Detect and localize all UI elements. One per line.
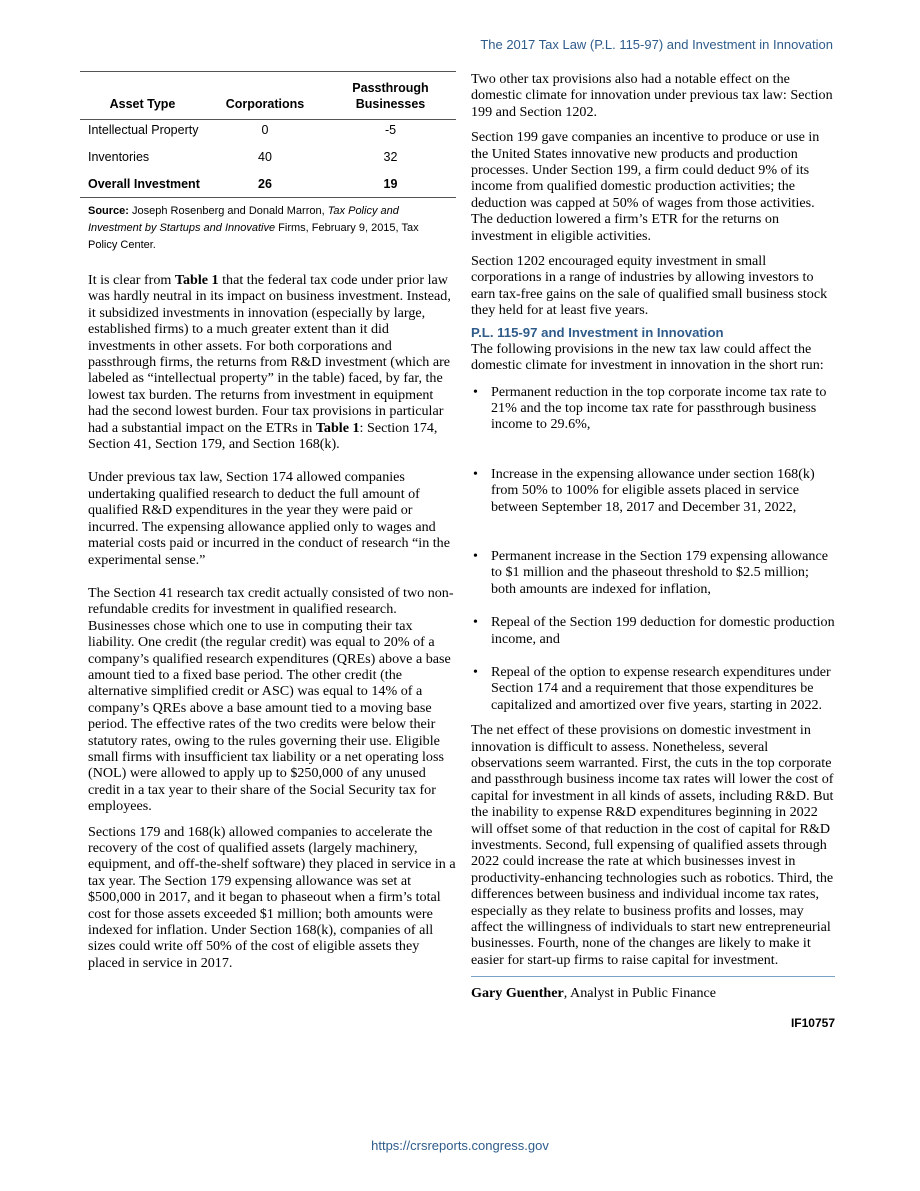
cell-passthrough: 19 — [383, 177, 398, 191]
paragraph-section-1202: Section 1202 encouraged equity investment in small corporations in a range of industries by allowing investors to earn tax-free gains on the sale of qualified small business stock they held for at least five years. — [471, 253, 828, 319]
list-item: • Repeal of the Section 199 deduction for domestic production income, and — [473, 614, 835, 647]
bullet-icon: • — [473, 614, 478, 631]
author-line — [471, 985, 835, 1002]
col-header-passthrough: Passthrough Businesses — [352, 81, 429, 111]
bullet-icon: • — [473, 383, 478, 400]
source-authors: Joseph Rosenberg and Donald Marron, — [132, 205, 325, 217]
etr-table — [80, 71, 456, 198]
table-row — [80, 170, 456, 198]
bullet-icon: • — [473, 663, 478, 680]
footer-url[interactable]: https://crsreports.congress.gov — [371, 1138, 549, 1153]
cell-corporations: 0 — [261, 123, 269, 137]
cell-asset: Inventories — [88, 150, 150, 164]
cell-asset: Intellectual Property — [88, 123, 199, 137]
left-column — [80, 71, 456, 971]
paragraph-net-effect: The net effect of these provisions on domestic investment in innovation is difficult to assess. Nonetheless, several observations seem warranted. First, the cuts in the top corporate and passthrough business income tax rates will lower the cost of capital for investment in all kinds of assets, including R&D. But the inability to expense R&D expenditures beginning in 2022 will offset some of that reduction in the cost of capital for R&D investments. Second, full expensing of qualified assets through 2022 could increase the rate at which businesses invest in productivity-enhancing technologies such as robotics. Third, the differences between business and individual income tax rates, especially as they relate to business profits and losses, may affect the willingness of individuals to start new entrepreneurial businesses. Fourth, none of the changes are likely to make it easier for start-up firms to raise capital for investment. — [471, 722, 834, 968]
source-title: Tax Policy and Investment by Startups and Innovative — [88, 205, 399, 234]
list-item: • Permanent reduction in the top corporate income tax rate to 21% and the top income tax rate for passthrough business income to 29.6%, — [473, 383, 827, 433]
cell-corporations: 40 — [258, 150, 272, 164]
running-header: The 2017 Tax Law (P.L. 115-97) and Investment in Innovation — [480, 37, 833, 52]
table-header-row — [80, 72, 456, 120]
bullet-icon: • — [473, 465, 478, 482]
cell-passthrough: -5 — [384, 123, 397, 137]
cell-asset: Overall Investment — [88, 177, 200, 191]
table-row — [80, 143, 456, 170]
paragraph-section-179-168k: Sections 179 and 168(k) allowed companies to accelerate the recovery of the cost of qualified assets (largely machinery, equipment, and off-the-shelf software) they placed in service in a tax year. The Section 179 expensing allowance was set at $500,000 in 2017, and it began to phaseout when a firm’s total cost for those assets exceeded $1 million; both amounts were indexed for inflation. Under Section 168(k), companies of all sizes could write off 50% of the cost of eligible assets they placed in service in 2017. — [88, 823, 456, 971]
table-source-note — [80, 203, 430, 254]
source-label: Source: — [88, 205, 129, 217]
col-header-corporations: Corporations — [225, 97, 305, 111]
source-rest: Firms, February 9, 2015, Tax Policy Center. — [88, 222, 419, 251]
cell-corporations: 26 — [258, 177, 272, 191]
paragraph-table-discussion: It is clear from Table 1 that the federal tax code under prior law was hardly neutral in its impact on business investment. Instead, it subsidized investments in innovation (especially by large, established firms) to a much greater extent than it did investments in other assets. For both corporations and passthrough firms, the returns from R&D investment (which are labeled as “intellectual property” in the table) faced, by far, the lowest tax burden. The returns from investment in equipment had the second lowest burden. Four tax provisions in particular had a substantial impact on the ETRs in Table 1: Section 174, Section 41, Section 179, and Section 168(k). — [88, 272, 451, 453]
paragraph-provisions-intro: The following provisions in the new tax law could affect the domestic climate for investment in innovation in the short run: — [471, 340, 824, 374]
table-row — [80, 120, 456, 144]
list-item: • Repeal of the option to expense research expenditures under Section 174 and a requirement that those expenditures be capitalized and amortized over five years, starting in 2022. — [473, 663, 831, 713]
author-title: , Analyst in Public Finance — [563, 985, 717, 1002]
table-ref: Table 1 — [315, 419, 360, 436]
author-name: Gary Guenther — [471, 985, 564, 1002]
product-code: IF10757 — [790, 1016, 835, 1031]
paragraph-section-174: Under previous tax law, Section 174 allowed companies undertaking qualified research to deduct the full amount of qualified R&D expenditures in the year they were paid or incurred. The expensing allowance applied only to wages and material costs paid or incurred in the conduct of research “in the experimental sense.” — [88, 469, 450, 568]
list-item: • Increase in the expensing allowance under section 168(k) from 50% to 100% for eligible assets placed in service between September 18, 2017 and December 31, 2022, — [473, 465, 815, 515]
right-column — [471, 71, 835, 1030]
cell-passthrough: 32 — [383, 150, 398, 164]
provisions-list — [471, 384, 835, 714]
author-divider — [471, 976, 835, 977]
paragraph-section-41: The Section 41 research tax credit actually consisted of two non-refundable credits for investment in qualified research. Businesses chose which one to use in computing their tax liability. One credit (the regular credit) was equal to 20% of a company’s qualified research expenditures (QREs) above a base amount tied to a fixed base period. The other credit (the alternative simplified credit or ASC) was equal to 14% of a company’s QREs above a base amount tied to a moving base period. The effective rates of the two credits were below their statutory rates, owing to the rules governing their use. Eligible small firms with insufficient tax liability or a net operating loss (NOL) were allowed to apply up to $250,000 of any unused credit in a tax year to their share of the Social Security tax for employees. — [88, 584, 454, 815]
section-heading: P.L. 115-97 and Investment in Innovation — [471, 324, 724, 340]
bullet-icon: • — [473, 547, 478, 564]
paragraph-section-199: Section 199 gave companies an incentive to produce or use in the United States innovative new products and production processes. Under Section 199, a firm could deduct 9% of its income from qualified domestic production activities; the deduction was capped at 50% of wages from those activities. The deduction lowered a firm’s ETR for the returns on investment in eligible activities. — [471, 129, 820, 244]
table-ref: Table 1 — [174, 272, 219, 288]
col-header-asset-type: Asset Type — [109, 97, 176, 111]
list-item: • Permanent increase in the Section 179 expensing allowance to $1 million and the phaseout threshold to $2.5 million; both amounts are indexed for inflation, — [473, 547, 828, 597]
paragraph-other-provisions: Two other tax provisions also had a notable effect on the domestic climate for innovation under previous tax law: Section 199 and Section 1202. — [471, 71, 833, 120]
